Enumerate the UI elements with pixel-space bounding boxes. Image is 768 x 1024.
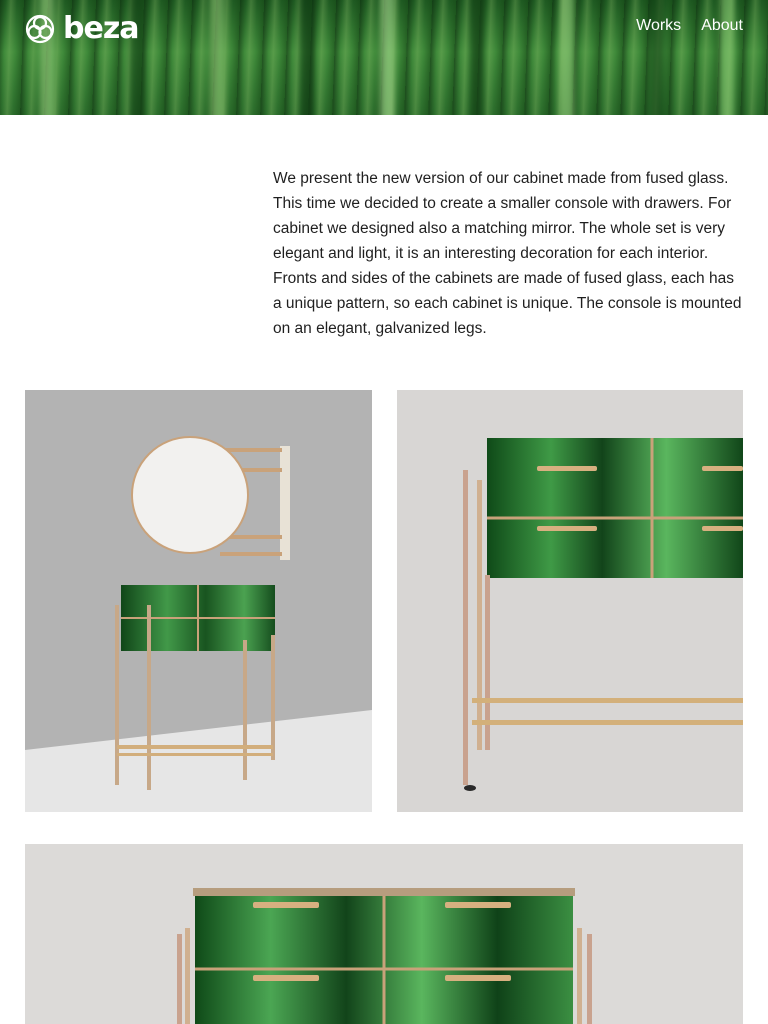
photo-console-with-mirror[interactable] bbox=[25, 390, 372, 812]
knot-logo-icon bbox=[25, 14, 55, 44]
nav-link-works[interactable]: Works bbox=[636, 17, 682, 34]
photo-console-front[interactable] bbox=[25, 844, 743, 1024]
hero-banner bbox=[0, 0, 768, 115]
console-mirror-illustration bbox=[25, 390, 372, 812]
console-detail-illustration bbox=[397, 390, 743, 812]
project-description: We present the new version of our cabinet made from fused glass. This time we decided to create a smaller console with drawers. For cabinet we designed also a matching mirror. The whole set is very elegant and light, it is an interesting decoration for each interior. Fronts and sides of the cabinets are made of fused glass, each has a unique pattern, so each cabinet is unique. The console is mounted on an elegant, galvanized legs. bbox=[273, 170, 742, 337]
nav-link-about[interactable]: About bbox=[701, 17, 743, 34]
console-front-illustration bbox=[25, 844, 743, 1024]
brand-logo[interactable] bbox=[25, 12, 139, 46]
main-nav bbox=[636, 16, 743, 36]
photo-console-detail[interactable] bbox=[397, 390, 743, 812]
brand-name: beza bbox=[63, 11, 139, 46]
